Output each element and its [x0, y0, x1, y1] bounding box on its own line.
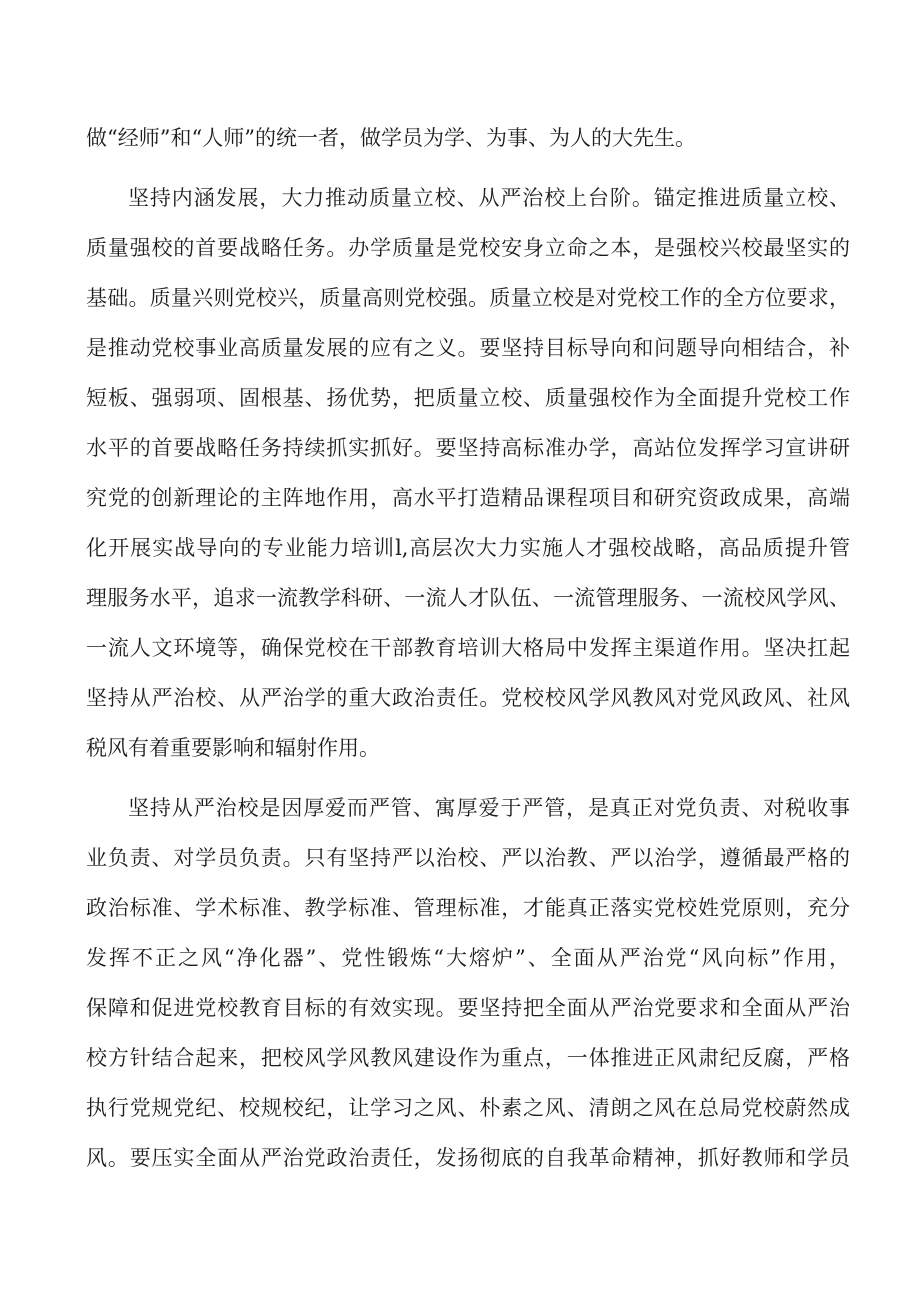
text-line: 做“经师”和“人师”的统一者，做学员为学、为事、为人的大先生。 [86, 126, 696, 150]
paragraph-1-last-line: 税风有着重要影响和辐射作用。 [86, 736, 380, 760]
text-line: 水平的首要战略任务持续抓实抓好。要坚持高标准办学，高站位发挥学习宣讲研 [86, 436, 850, 460]
text-line: 风。要压实全面从严治党政治责任，发扬彻底的自我革命精神，抓好教师和学员 [86, 1146, 850, 1170]
text-line: 是推动党校事业高质量发展的应有之义。要坚持目标导向和问题导向相结合，补 [86, 336, 850, 360]
text-line: 究党的创新理论的主阵地作用，高水平打造精品课程项目和研究资政成果，高端 [86, 486, 850, 510]
text-line: 基础。质量兴则党校兴，质量高则党校强。质量立校是对党校工作的全方位要求， [86, 286, 850, 310]
paragraph-2-first-line: 坚持从严治校是因厚爱而严管、寓厚爱于严管，是真正对党负责、对税收事 [128, 796, 850, 820]
text-line: 短板、强弱项、固根基、扬优势，把质量立校、质量强校作为全面提升党校工作 [86, 386, 850, 410]
text-line: 坚持从严治校、从严治学的重大政治责任。党校校风学风教风对党风政风、社风 [86, 686, 850, 710]
text-line: 校方针结合起来，把校风学风教风建设作为重点，一体推进正风肃纪反腐，严格 [86, 1046, 850, 1070]
text-line: 执行党规党纪、校规校纪，让学习之风、朴素之风、清朗之风在总局党校蔚然成 [86, 1096, 850, 1120]
text-line: 保障和促进党校教育目标的有效实现。要坚持把全面从严治党要求和全面从严治 [86, 996, 850, 1020]
text-line: 质量强校的首要战略任务。办学质量是党校安身立命之本，是强校兴校最坚实的 [86, 236, 850, 260]
paragraph-1-first-line: 坚持内涵发展，大力推动质量立校、从严治校上台阶。锚定推进质量立校、 [128, 186, 850, 210]
text-line: 发挥不正之风“净化器”、党性锻炼“大熔炉”、全面从严治党“风向标”作用， [86, 946, 850, 970]
text-line: 业负责、对学员负责。只有坚持严以治校、严以治教、严以治学，遵循最严格的 [86, 846, 850, 870]
text-line: 化开展实战导向的专业能力培训l,高层次大力实施人才强校战略，高品质提升管 [86, 536, 850, 560]
text-line: 理服务水平，追求一流教学科研、一流人才队伍、一流管理服务、一流校风学风、 [86, 586, 850, 610]
text-line: 政治标准、学术标准、教学标准、管理标准，才能真正落实党校姓党原则，充分 [86, 896, 850, 920]
text-line: 一流人文环境等，确保党校在干部教育培训大格局中发挥主渠道作用。坚决扛起 [86, 636, 850, 660]
